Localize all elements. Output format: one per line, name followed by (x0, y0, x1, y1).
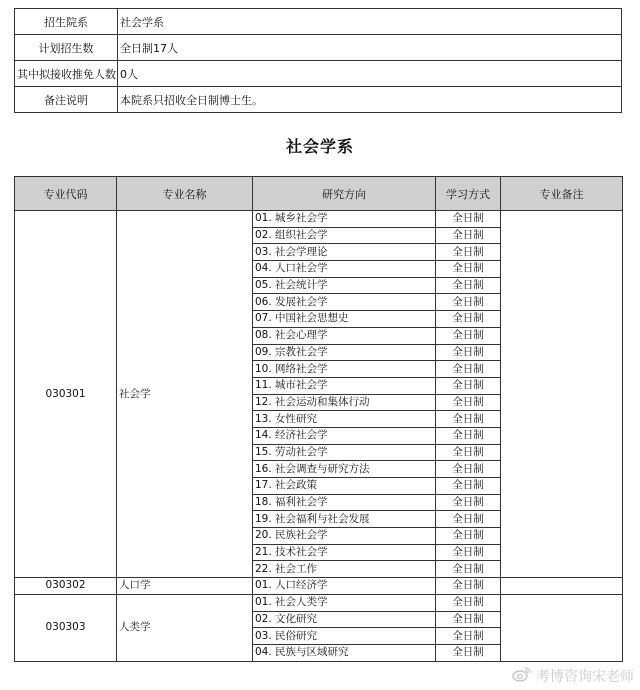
major-name: 人口学 (117, 578, 253, 595)
study-mode: 全日制 (436, 427, 501, 444)
study-mode: 全日制 (436, 244, 501, 261)
info-key: 备注说明 (15, 87, 118, 113)
major-code: 030302 (15, 578, 117, 595)
major-note (501, 211, 623, 578)
research-direction: 02. 组织社会学 (253, 227, 436, 244)
admission-info-table (14, 8, 622, 113)
study-mode: 全日制 (436, 394, 501, 411)
research-direction: 10. 网络社会学 (253, 361, 436, 378)
research-direction: 12. 社会运动和集体行动 (253, 394, 436, 411)
majors-table-body (15, 211, 623, 662)
study-mode: 全日制 (436, 261, 501, 278)
study-mode: 全日制 (436, 494, 501, 511)
table-row (15, 211, 623, 228)
study-mode: 全日制 (436, 411, 501, 428)
watermark (512, 666, 634, 686)
header-major-note: 专业备注 (501, 177, 623, 211)
research-direction: 19. 社会福利与社会发展 (253, 511, 436, 528)
research-direction: 22. 社会工作 (253, 561, 436, 578)
study-mode: 全日制 (436, 528, 501, 545)
info-value: 全日制17人 (118, 35, 622, 61)
research-direction: 13. 女性研究 (253, 411, 436, 428)
study-mode: 全日制 (436, 544, 501, 561)
research-direction: 17. 社会政策 (253, 478, 436, 495)
research-direction: 04. 人口社会学 (253, 261, 436, 278)
major-code: 030303 (15, 594, 117, 661)
research-direction: 05. 社会统计学 (253, 277, 436, 294)
info-value: 0人 (118, 61, 622, 87)
study-mode: 全日制 (436, 611, 501, 628)
study-mode: 全日制 (436, 294, 501, 311)
header-major-name: 专业名称 (117, 177, 253, 211)
info-key: 其中拟接收推免人数 (15, 61, 118, 87)
study-mode: 全日制 (436, 361, 501, 378)
major-name: 社会学 (117, 211, 253, 578)
research-direction: 21. 技术社会学 (253, 544, 436, 561)
study-mode: 全日制 (436, 594, 501, 611)
research-direction: 11. 城市社会学 (253, 377, 436, 394)
major-code: 030301 (15, 211, 117, 578)
research-direction: 18. 福利社会学 (253, 494, 436, 511)
info-row-department (15, 9, 622, 35)
info-key: 招生院系 (15, 9, 118, 35)
study-mode: 全日制 (436, 511, 501, 528)
study-mode: 全日制 (436, 478, 501, 495)
research-direction: 06. 发展社会学 (253, 294, 436, 311)
header-major-code: 专业代码 (15, 177, 117, 211)
major-name: 人类学 (117, 594, 253, 661)
study-mode: 全日制 (436, 277, 501, 294)
study-mode: 全日制 (436, 327, 501, 344)
table-row (15, 594, 623, 611)
info-row-recommended-exempt (15, 61, 622, 87)
research-direction: 07. 中国社会思想史 (253, 311, 436, 328)
majors-table (14, 176, 623, 662)
study-mode: 全日制 (436, 344, 501, 361)
study-mode: 全日制 (436, 561, 501, 578)
info-key: 计划招生数 (15, 35, 118, 61)
header-research-direction: 研究方向 (253, 177, 436, 211)
research-direction: 15. 劳动社会学 (253, 444, 436, 461)
research-direction: 03. 民俗研究 (253, 628, 436, 645)
research-direction: 01. 人口经济学 (253, 578, 436, 595)
study-mode: 全日制 (436, 227, 501, 244)
info-row-planned-enrollment (15, 35, 622, 61)
study-mode: 全日制 (436, 628, 501, 645)
research-direction: 03. 社会学理论 (253, 244, 436, 261)
study-mode: 全日制 (436, 461, 501, 478)
research-direction: 02. 文化研究 (253, 611, 436, 628)
study-mode: 全日制 (436, 644, 501, 661)
study-mode: 全日制 (436, 578, 501, 595)
research-direction: 20. 民族社会学 (253, 528, 436, 545)
study-mode: 全日制 (436, 377, 501, 394)
research-direction: 14. 经济社会学 (253, 427, 436, 444)
research-direction: 16. 社会调查与研究方法 (253, 461, 436, 478)
research-direction: 09. 宗教社会学 (253, 344, 436, 361)
research-direction: 08. 社会心理学 (253, 327, 436, 344)
study-mode: 全日制 (436, 211, 501, 228)
major-note (501, 594, 623, 661)
study-mode: 全日制 (436, 311, 501, 328)
major-note (501, 578, 623, 595)
info-value: 本院系只招收全日制博士生。 (118, 87, 622, 113)
table-header-row (15, 177, 623, 211)
watermark-text: 考博咨询宋老师 (536, 669, 634, 685)
research-direction: 01. 社会人类学 (253, 594, 436, 611)
weibo-logo-icon (512, 666, 532, 686)
section-title: 社会学系 (285, 137, 354, 156)
header-study-mode: 学习方式 (436, 177, 501, 211)
info-value: 社会学系 (118, 9, 622, 35)
research-direction: 04. 民族与区域研究 (253, 644, 436, 661)
study-mode: 全日制 (436, 444, 501, 461)
table-row (15, 578, 623, 595)
research-direction: 01. 城乡社会学 (253, 211, 436, 228)
info-row-remarks (15, 87, 622, 113)
